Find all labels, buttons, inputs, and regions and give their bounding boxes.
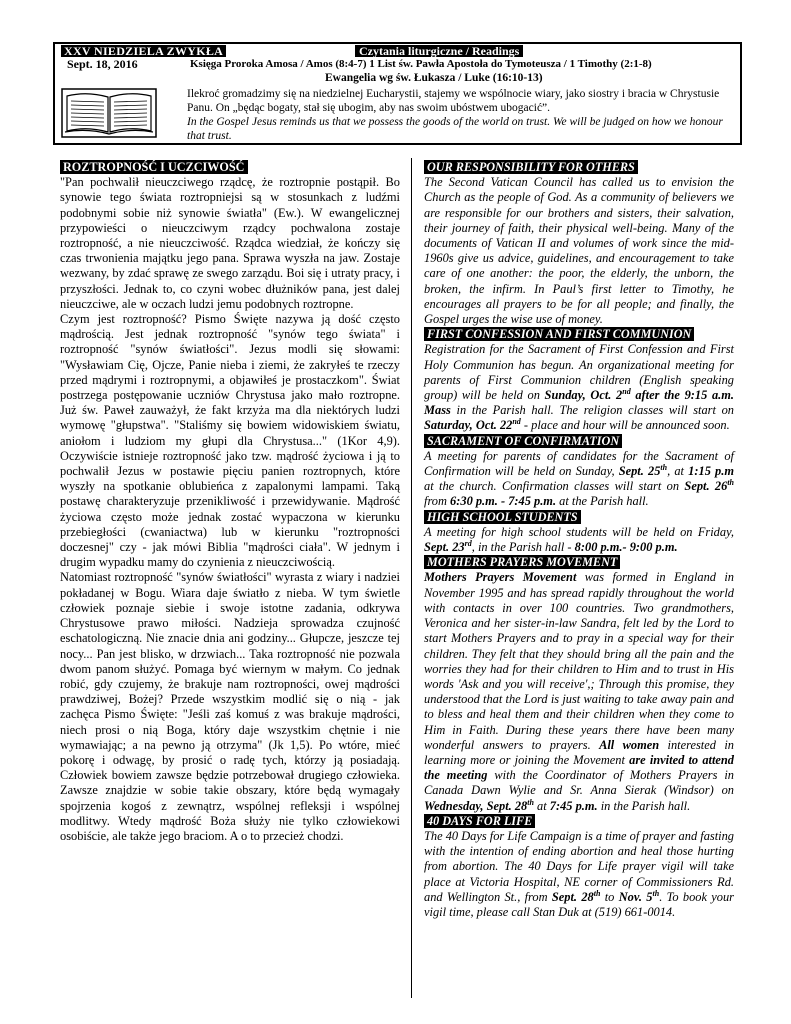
column-divider <box>411 158 412 998</box>
confirmation-heading: SACRAMENT OF CONFIRMATION <box>424 434 622 448</box>
mothers-prayers-heading: MOTHERS PRAYERS MOVEMENT <box>424 555 620 569</box>
bulletin-date: Sept. 18, 2016 <box>67 57 138 71</box>
intro-polish: Ilekroć gromadzimy się na niedzielnej Eucharystii, stajemy we wspólnocie wiary, jako siostry i bracia w Chrystusie Panu. On „będąc bogaty, stał się ubogim, aby nas swoim ubóstwem ubogacić”. <box>187 88 720 114</box>
forty-days-text: The 40 Days for Life Campaign is a time of prayer and fasting with the intention of ending abortion and heal those hurting from abortion. The 40 Days for Life prayer vigil will take place at Victoria Hospital, NE corner of Commissioners Rd. and Wellington St., from Sept. 28th to Nov. 5th. To book your vigil time, please call Stan Duk at (519) 661-0014. <box>424 828 734 919</box>
readings-line-2: Ewangelia wg św. Łukasza / Luke (16:10-13) <box>325 72 543 84</box>
article-paragraph: Natomiast roztropność "synów światłości" wyrasta z wiary i nadziei pokładanej w Bogu. Wiara daje światło z nieba. W tym świetle człowiek poznaje siebie i swoje istotne zadania, odkrywa Chrystusowe prawo miłości. Nadzieja sprowadza czujność eschatologiczną. Nie znacie dnia ani godziny... Głupcze, jeszcze tej nocy... Pan jest blisko, w drzwiach... Taka roztropność nie pozwala dwom panom służyć. Pomaga być wiernym w małym. Co jednak robić, gdy czujemy, że brakuje nam roztropności, owej mądrości prawdziwej, Bożej? Przede wszystkim modlić się o nią - jak zachęca Pismo Święte: "Jeśli zaś komuś z was brakuje mądrości, niech prosi o nią Boga, który daje wszystkim chętnie i nie wymawiając; a na pewno ją otrzyma" (Jk 1,5). Po wtóre, mieć pokorę i odwagę, by prosić o radę tych, którzy ją posiadają. Człowiek bowiem zawsze będzie potrzebował drugiego człowieka. Zawsze znajdzie w sobie takie obszary, które będą wymagały spojrzenia kogoś z zewnątrz, wspólnej refleksji i wspólnej modlitwy. Wtedy mądrość Boża służy nie tylko człowiekowi osobiście, ale także jego braciom. A o to przecież chodzi. <box>60 570 400 843</box>
article-paragraph: "Pan pochwalił nieuczciwego rządcę, że roztropnie postąpił. Bo synowie tego świata roztropniejsi są w stosunkach z ludźmi podobnymi sobie niż synowie światła" (Ew.). W ewangelicznej przypowieści o nieuczciwym rządcy pochwalona zostaje roztropność, a nie nieuczciwość. Rządca wiedział, że kończy się czas trwonienia majątku jego pana. Sprawa wyszła na jaw. Zostaje wezwany, by zdać sprawę ze swego zarządu. Boi się i utraty pracy, i przyszłości. Jednak to, co czyni wobec dłużników pana, jest dalej nieuczciwe, ale w oczach ludzi jemu podobnych roztropne. <box>60 175 400 311</box>
left-column <box>60 160 400 844</box>
readings-label: Czytania liturgiczne / Readings <box>355 45 523 57</box>
article-paragraph: Czym jest roztropność? Pismo Święte nazywa ją dość często mądrością. Jest jednak roztropność "synów tego świata" i roztropność "synów światłości". Jezus modli się słowami: "Wysławiam Cię, Ojcze, Panie nieba i ziemi, że zakryłeś te rzeczy przed mądrymi i roztropnymi, a objawiłeś je prostaczkom". Świat postrzega postępowanie uczniów Chrystusa jako mało roztropne. Już św. Paweł zauważył, że fakt krzyża ma dla niektórych ludzi wymowę "głupstwa". "Staliśmy się bowiem widowiskiem światu, aniołom i ludziom my głupi dla Chrystusa..." (1Kor 4,9). Oczywiście istnieje roztropność jako tzw. mądrość życiowa i ją to pochwalił Jezus w postawie pięciu panien roztropnych, które wyszły na spotkanie oblubieńca z zapalonymi lampami. Taką postawę charakteryzuje przenikliwość i przewidywanie. Mądrość życiowa często może jednak zostać wypaczona w kierunku przebiegłości (cwaniactwa) lub w kierunku "roztropności doczesnej" czy - jak mówi Biblia "mądrości ciała". W jednym i drugim wypadku mamy do czynienia z nieuczciwością. <box>60 312 400 570</box>
first-communion-text: Registration for the Sacrament of First Confession and First Holy Communion has begun. An organizational meeting for parents of First Communion children (English speaking group) will be held on Sunday, Oct. 2nd after the 9:15 a.m. Mass in the Parish hall. The religion classes will start on Saturday, Oct. 22nd - place and hour will be announced soon. <box>424 342 734 433</box>
polish-article-heading: ROZTROPNOŚĆ I UCZCIWOŚĆ <box>60 160 248 174</box>
first-communion-heading: FIRST CONFESSION AND FIRST COMMUNION <box>424 327 694 341</box>
forty-days-heading: 40 DAYS FOR LIFE <box>424 814 535 828</box>
readings-intro <box>187 87 739 143</box>
right-column <box>424 160 734 920</box>
high-school-heading: HIGH SCHOOL STUDENTS <box>424 510 581 524</box>
high-school-text: A meeting for high school students will be held on Friday, Sept. 23rd, in the Parish hall - 8:00 p.m.- 9:00 p.m. <box>424 524 734 555</box>
sunday-title: XXV NIEDZIELA ZWYKŁA <box>61 45 226 57</box>
readings-line-1: Księga Proroka Amosa / Amos (8:4-7) 1 List św. Pawła Apostoła do Tymoteusza / 1 Timothy (2:1-8) <box>190 58 652 70</box>
responsibility-heading: OUR RESPONSIBILITY FOR OTHERS <box>424 160 638 174</box>
responsibility-text: The Second Vatican Council has called us to envision the Church as the people of God. As a community of believers we are responsible for our brothers and sisters, their salvation, their journey of faith, their physical well-being. Many of the documents of Vatican II and volumes of work since the mid-1960s give us advice, guidelines, and encouragement to take care of one another: the poor, the elderly, the unborn, the broken, the infirm. In Paul’s first letter to Timothy, he encourages all prayers to be for all people; and finally, the Gospel urges the wise use of money. <box>424 175 734 327</box>
readings-header <box>53 42 742 145</box>
confirmation-text: A meeting for parents of candidates for the Sacrament of Confirmation will be held on Sunday, Sept. 25th, at 1:15 p.m at the church. Confirmation classes will start on Sept. 26th from 6:30 p.m. - 7:45 p.m. at the Parish hall. <box>424 448 734 509</box>
mothers-prayers-text: Mothers Prayers Movement was formed in England in November 1995 and has spread rapidly throughout the world with contacts in over 100 countries. Two grandmothers, Veronica and her sister-in-law Sandra, felt led by the Lord to start Mothers Prayers and to pray in a special way for their children. They felt that they should bring all the pain and the worries they had for their children to Him and to trust in His words 'Ask and you will receive',; Through this promise, they understood that the Lord is just waiting to take away pain and to bless and heal them and their children when they come to Him in Faith. During these years there have been many wonderful answers to prayers. All women interested in learning more or joining the Movement are invited to attend the meeting with the Coordinator of Mothers Prayers in Canada Dawn Wylie and Sr. Anna Sierak (Windsor) on Wednesday, Sept. 28th at 7:45 p.m. in the Parish hall. <box>424 570 735 813</box>
intro-english: In the Gospel Jesus reminds us that we possess the goods of the world on trust. We will be judged on how we honour that trust. <box>187 116 723 142</box>
open-book-icon <box>61 88 157 138</box>
